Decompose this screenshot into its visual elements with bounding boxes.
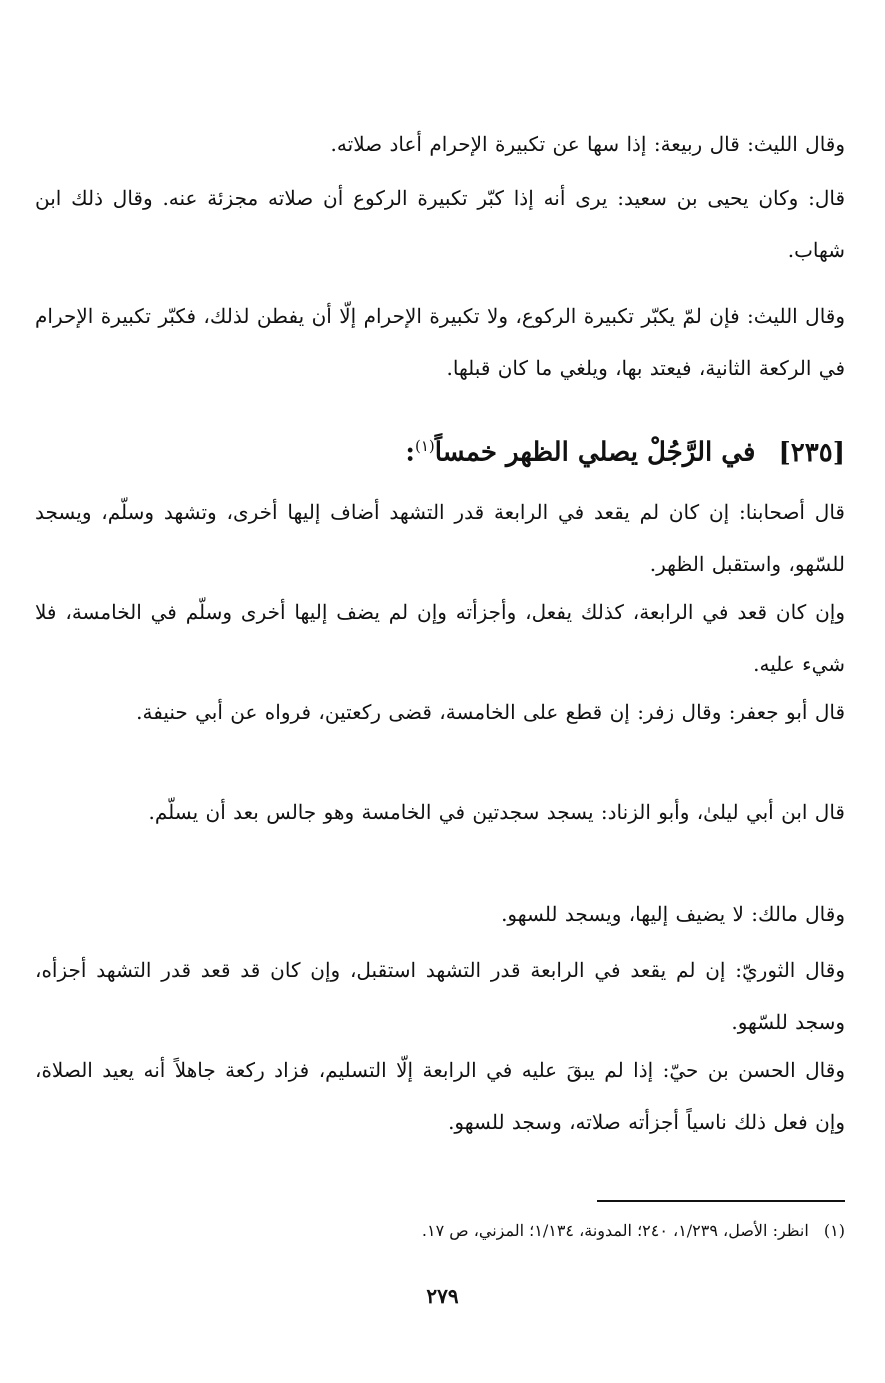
footnote [35, 1216, 845, 1246]
paragraph-malik: وقال مالك: لا يضيف إليها، ويسجد للسهو. [501, 902, 845, 926]
paragraph-abu-jafar: قال أبو جعفر: وقال زفر: إن قطع على الخامسة، قضى ركعتين، فرواه عن أبي حنيفة. [136, 700, 845, 724]
paragraph-thawri: وقال الثوريّ: إن لم يقعد في الرابعة قدر التشهد استقبل، وإن كان قد قعد قدر التشهد أجزأه، وسجد للسّهو. [35, 958, 845, 1034]
paragraph-ashabuna: قال أصحابنا: إن كان لم يقعد في الرابعة قدر التشهد أضاف إليها أخرى، وتشهد وسلّم، ويسجد للسّهو، واستقبل الظهر. [35, 500, 845, 576]
footnote-divider [597, 1200, 845, 1202]
footnote-text: انظر: الأصل، ١/٢٣٩، ٢٤٠؛ المدونة، ١/١٣٤؛ المزني، ص ١٧. [421, 1221, 809, 1240]
footnote-mark: (١) [823, 1221, 845, 1240]
section-colon: : [405, 437, 415, 468]
section-heading [35, 420, 845, 479]
paragraph-hasan-ibn-hayy: وقال الحسن بن حيّ: إذا لم يبقَ عليه في الرابعة إلّا التسليم، فزاد ركعة جاهلاً أنه يعيد الصلاة، وإن فعل ذلك ناسياً أجزأته صلاته، وسجد للسهو. [35, 1058, 845, 1134]
page-number: ٢٧٩ [426, 1284, 459, 1308]
paragraph-yahya: قال: وكان يحيى بن سعيد: يرى أنه إذا كبّر تكبيرة الركوع أن صلاته مجزئة عنه. وقال ذلك ابن شهاب. [35, 186, 845, 262]
paragraph-ibn-abi-layla: قال ابن أبي ليلىٰ، وأبو الزناد: يسجد سجدتين في الخامسة وهو جالس بعد أن يسلّم. [148, 800, 845, 824]
section-title: في الرَّجُلْ يصلي الظهر خمساً [434, 437, 756, 468]
section-number: [٢٣٥] [778, 437, 845, 468]
footnote-reference[interactable]: (١) [414, 437, 435, 455]
paragraph-qaad-fi-rabia: وإن كان قعد في الرابعة، كذلك يفعل، وأجزأته وإن لم يضف إليها أخرى وسلّم في الخامسة، فلا شيء عليه. [35, 600, 845, 676]
paragraph-layth: وقال الليث: فإن لمّ يكبّر تكبيرة الركوع، ولا تكبيرة الإحرام إلّا أن يفطن لذلك، فكبّر تكبيرة الإحرام في الركعة الثانية، فيعتد بها، ويلغي ما كان قبلها. [35, 304, 845, 380]
paragraph-rabia: وقال الليث: قال ربيعة: إذا سها عن تكبيرة الإحرام أعاد صلاته. [330, 132, 845, 156]
